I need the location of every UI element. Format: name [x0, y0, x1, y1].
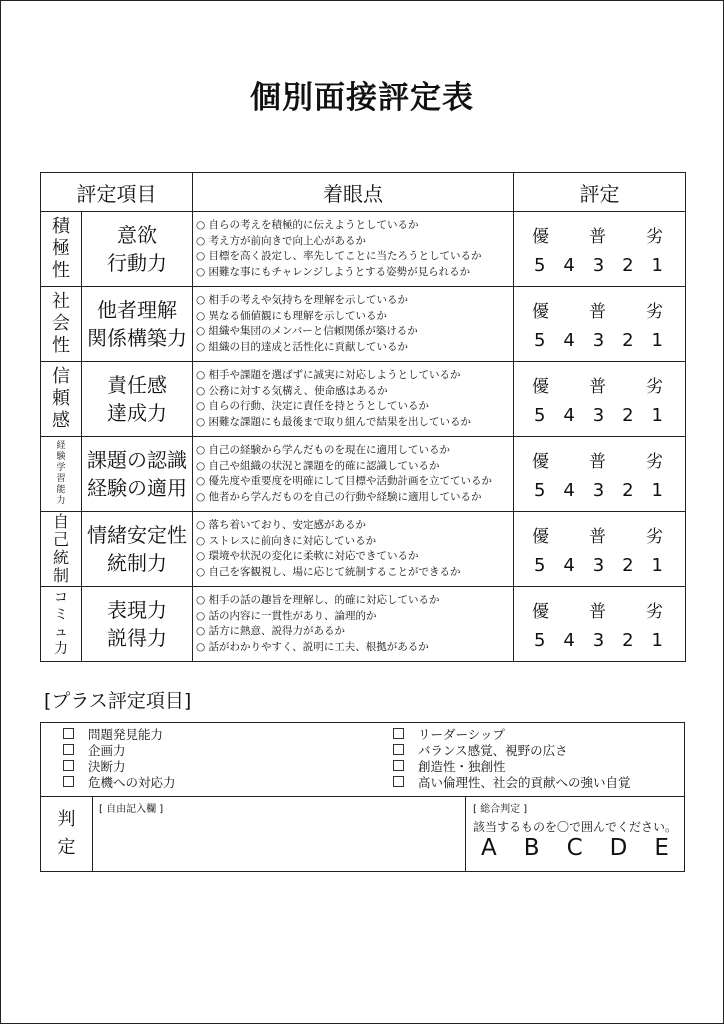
rating-4[interactable]: 4	[563, 255, 575, 276]
rating-4[interactable]: 4	[563, 630, 575, 651]
rating-4[interactable]: 4	[563, 330, 575, 351]
free-entry-label: [ 自由記入欄 ]	[99, 804, 164, 815]
rating-4[interactable]: 4	[563, 405, 575, 426]
rating-2[interactable]: 2	[622, 555, 634, 576]
rating-cell[interactable]: 優 普 劣 5 4 3 2 1	[514, 437, 686, 512]
rating-1[interactable]: 1	[651, 480, 663, 501]
evaluation-table	[40, 172, 686, 662]
rating-cell[interactable]: 優 普 劣 5 4 3 2 1	[514, 587, 686, 662]
page-title: 個別面接評定表	[250, 80, 474, 116]
rating-5[interactable]: 5	[534, 630, 546, 651]
grade-a[interactable]: A	[481, 835, 497, 861]
rating-5[interactable]: 5	[534, 255, 546, 276]
header-rating: 評定	[514, 173, 686, 212]
checkbox-item[interactable]: 危機への対応力	[63, 775, 176, 791]
rating-1[interactable]: 1	[651, 555, 663, 576]
checkbox-item[interactable]: 問題発見能力	[63, 727, 176, 743]
checkbox-icon[interactable]	[393, 776, 404, 787]
rating-5[interactable]: 5	[534, 480, 546, 501]
rating-2[interactable]: 2	[622, 255, 634, 276]
divider	[41, 796, 684, 797]
checkbox-item[interactable]: リーダーシップ	[393, 727, 631, 743]
header-item: 評定項目	[41, 173, 193, 212]
focus-points: ○ 自らの考えを積極的に伝えようとしているか ○ 考え方が前向きで向上心があるか ○ 目標を高く設定し、率先してことに当たろうとしているか ○ 困難な事にもチャレンジしようとする姿勢が見られるか	[193, 212, 514, 287]
category-cell: 自 己 統 制	[41, 512, 82, 587]
plus-evaluation-box	[40, 722, 685, 872]
category-cell: 積 極 性	[41, 212, 82, 287]
plus-list-left	[63, 727, 176, 791]
rating-5[interactable]: 5	[534, 405, 546, 426]
table-row	[41, 587, 686, 662]
focus-points: ○ 落ち着いており、安定感があるか ○ ストレスに前向きに対応しているか ○ 環境や状況の変化に柔軟に対応できているか ○ 自己を客観視し、場に応じて統制することができるか	[193, 512, 514, 587]
category-cell: 経 験 学 習 能 力	[41, 437, 82, 512]
item-name-cell: 意欲 行動力	[82, 212, 193, 287]
table-row	[41, 212, 686, 287]
table-row	[41, 512, 686, 587]
grade-options	[481, 835, 669, 861]
category-cell: 信 頼 感	[41, 362, 82, 437]
table-row	[41, 437, 686, 512]
rating-3[interactable]: 3	[592, 555, 605, 576]
rating-3[interactable]: 3	[592, 480, 605, 501]
item-name-cell: 課題の認識 経験の適用	[82, 437, 193, 512]
checkbox-icon[interactable]	[63, 776, 74, 787]
rating-cell[interactable]: 優 普 劣 5 4 3 2 1	[514, 362, 686, 437]
grade-c[interactable]: C	[566, 835, 583, 861]
checkbox-icon[interactable]	[63, 728, 74, 739]
rating-2[interactable]: 2	[622, 630, 634, 651]
checkbox-item[interactable]: バランス感覚、視野の広さ	[393, 743, 631, 759]
checkbox-icon[interactable]	[63, 760, 74, 771]
rating-1[interactable]: 1	[651, 255, 663, 276]
table-row	[41, 287, 686, 362]
rating-2[interactable]: 2	[622, 330, 634, 351]
divider	[92, 796, 93, 871]
focus-points: ○ 相手の考えや気持ちを理解を示しているか ○ 異なる価値観にも理解を示しているか ○ 組織や集団のメンバーと信頼関係が築けるか ○ 組織の目的達成と活性化に貢献しているか	[193, 287, 514, 362]
rating-5[interactable]: 5	[534, 555, 546, 576]
rating-4[interactable]: 4	[563, 555, 575, 576]
category-cell: コ ミ ュ 力	[41, 587, 82, 662]
rating-1[interactable]: 1	[651, 330, 663, 351]
rating-3[interactable]: 3	[592, 330, 605, 351]
plus-section-title: [プラス評定項目]	[44, 690, 192, 712]
table-row	[41, 362, 686, 437]
focus-points: ○ 自己の経験から学んだものを現在に適用しているか ○ 自己や組織の状況と課題を的確に認識しているか ○ 優先度や重要度を明確にして目標や活動計画を立てているか ○ 他者から学んだものを自己の行動や経験に適用しているか	[193, 437, 514, 512]
rating-4[interactable]: 4	[563, 480, 575, 501]
rating-3[interactable]: 3	[592, 255, 605, 276]
rating-3[interactable]: 3	[592, 630, 605, 651]
item-name-cell: 表現力 説得力	[82, 587, 193, 662]
rating-cell[interactable]: 優 普 劣 5 4 3 2 1	[514, 212, 686, 287]
checkbox-item[interactable]: 高い倫理性、社会的貢献への強い自覚	[393, 775, 631, 791]
header-focus: 着眼点	[193, 173, 514, 212]
focus-points: ○ 相手や課題を選ばずに誠実に対応しようとしているか ○ 公務に対する気構え、使命感はあるか ○ 自らの行動、決定に責任を持とうとしているか ○ 困難な課題にも最後まで取り組んで結果を出しているか	[193, 362, 514, 437]
rating-5[interactable]: 5	[534, 330, 546, 351]
rating-1[interactable]: 1	[651, 405, 663, 426]
focus-points: ○ 相手の話の趣旨を理解し、的確に対応しているか ○ 話の内容に一貫性があり、論理的か ○ 話方に熱意、説得力があるか ○ 話がわかりやすく、説明に工夫、根拠があるか	[193, 587, 514, 662]
rating-cell[interactable]: 優 普 劣 5 4 3 2 1	[514, 512, 686, 587]
checkbox-item[interactable]: 創造性・独創性	[393, 759, 631, 775]
plus-list-right	[393, 727, 631, 791]
summary-instruction: 該当するものを〇で囲んでください。	[473, 820, 678, 834]
judgement-label: 判 定	[57, 809, 76, 858]
checkbox-icon[interactable]	[63, 744, 74, 755]
checkbox-item[interactable]: 企画力	[63, 743, 176, 759]
grade-e[interactable]: E	[654, 835, 669, 861]
rating-2[interactable]: 2	[622, 405, 634, 426]
checkbox-icon[interactable]	[393, 760, 404, 771]
rating-cell[interactable]: 優 普 劣 5 4 3 2 1	[514, 287, 686, 362]
category-cell: 社 会 性	[41, 287, 82, 362]
grade-b[interactable]: B	[523, 835, 540, 861]
checkbox-icon[interactable]	[393, 728, 404, 739]
summary-label: [ 総合判定 ]	[473, 804, 528, 815]
item-name-cell: 責任感 達成力	[82, 362, 193, 437]
item-name-cell: 他者理解 関係構築力	[82, 287, 193, 362]
checkbox-icon[interactable]	[393, 744, 404, 755]
checkbox-item[interactable]: 決断力	[63, 759, 176, 775]
rating-2[interactable]: 2	[622, 480, 634, 501]
rating-3[interactable]: 3	[592, 405, 605, 426]
grade-d[interactable]: D	[609, 835, 628, 861]
divider	[465, 796, 466, 871]
rating-1[interactable]: 1	[651, 630, 663, 651]
item-name-cell: 情緒安定性 統制力	[82, 512, 193, 587]
